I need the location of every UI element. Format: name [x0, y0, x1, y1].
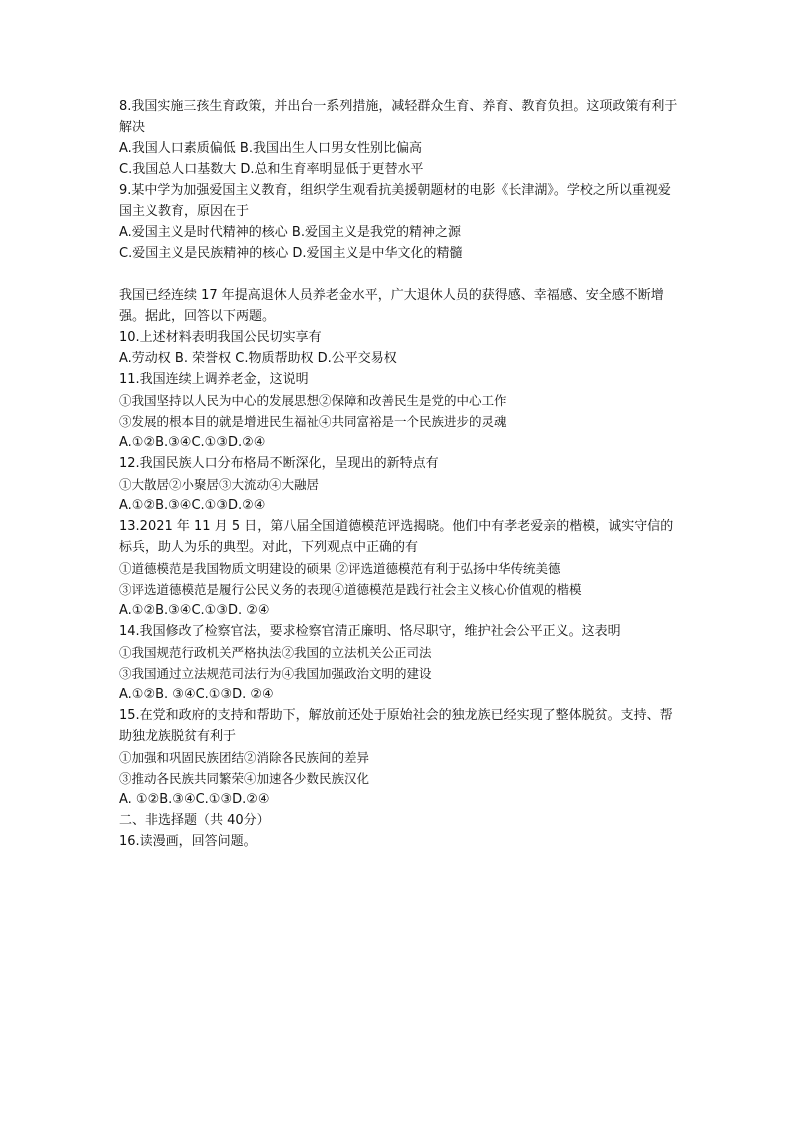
question-9-options-cd: C.爱国主义是民族精神的核心 D.爱国主义是中华文化的精髓: [119, 246, 463, 261]
question-8-stem: 8.我国实施三孩生育政策，并出台一系列措施，减轻群众生育、养育、教育负担。这项政策有利于解决: [119, 99, 678, 135]
question-13-items-34: ③评选道德模范是履行公民义务的表现④道德模范是践行社会主义核心价值观的楷模: [119, 582, 582, 597]
question-9-stem: 9.某中学为加强爱国主义教育，组织学生观看抗美援朝题材的电影《长津湖》。学校之所以重视爱国主义教育，原因在于: [119, 183, 671, 219]
question-14-stem: 14.我国修改了检察官法，要求检察官清正廉明、恪尽职守，维护社会公平正义。这表明: [119, 624, 621, 639]
material-paragraph: 我国已经连续 17 年提高退休人员养老金水平，广大退休人员的获得感、幸福感、安全感不断增强。据此，回答以下两题。: [119, 288, 664, 324]
question-8-options-cd: C.我国总人口基数大 D.总和生育率明显低于更替水平: [119, 162, 424, 177]
question-15-items-12: ①加强和巩固民族团结②消除各民族间的差异: [119, 750, 370, 765]
question-11-stem: 11.我国连续上调养老金，这说明: [119, 372, 309, 387]
question-15-items-34: ③推动各民族共同繁荣④加速各少数民族汉化: [119, 771, 370, 786]
question-10-options: A.劳动权 B. 荣誉权 C.物质帮助权 D.公平交易权: [119, 351, 397, 366]
question-13-stem: 13.2021 年 11 月 5 日，第八届全国道德模范评选揭晓。他们中有孝老爱亲的楷模，诚实守信的标兵，助人为乐的典型。对此，下列观点中正确的有: [119, 519, 674, 555]
section-2-heading: 二、非选择题（共 40分）: [119, 813, 270, 828]
spacer: [119, 264, 679, 285]
question-16-stem: 16.读漫画，回答问题。: [119, 834, 257, 849]
question-11-options: A.①②B.③④C.①③D.②④: [119, 435, 266, 450]
question-13-items-12: ①道德模范是我国物质文明建设的硕果 ②评选道德模范有利于弘扬中华传统美德: [119, 561, 561, 576]
question-8-options-ab: A.我国人口素质偏低 B.我国出生人口男女性别比偏高: [119, 141, 422, 156]
question-13-options: A.①②B.③④C.①③D. ②④: [119, 603, 270, 618]
question-15-stem: 15.在党和政府的支持和帮助下，解放前还处于原始社会的独龙族已经实现了整体脱贫。支持、帮助独龙族脱贫有利于: [119, 708, 673, 744]
exam-page: [119, 96, 679, 852]
question-15-options: A. ①②B.③④C.①③D.②④: [119, 792, 270, 807]
question-14-options: A.①②B. ③④C.①③D. ②④: [119, 687, 274, 702]
question-14-items-12: ①我国规范行政机关严格执法②我国的立法机关公正司法: [119, 645, 432, 660]
question-10-stem: 10.上述材料表明我国公民切实享有: [119, 330, 322, 345]
question-12-items: ①大散居②小聚居③大流动④大融居: [119, 477, 320, 492]
question-12-stem: 12.我国民族人口分布格局不断深化，呈现出的新特点有: [119, 456, 439, 471]
question-14-items-34: ③我国通过立法规范司法行为④我国加强政治文明的建设: [119, 666, 432, 681]
question-11-items-12: ①我国坚持以人民为中心的发展思想②保障和改善民生是党的中心工作: [119, 393, 507, 408]
question-9-options-ab: A.爱国主义是时代精神的核心 B.爱国主义是我党的精神之源: [119, 225, 461, 240]
question-12-options: A.①②B.③④C.①③D.②④: [119, 498, 266, 513]
question-11-items-34: ③发展的根本目的就是增进民生福祉④共同富裕是一个民族进步的灵魂: [119, 414, 507, 429]
